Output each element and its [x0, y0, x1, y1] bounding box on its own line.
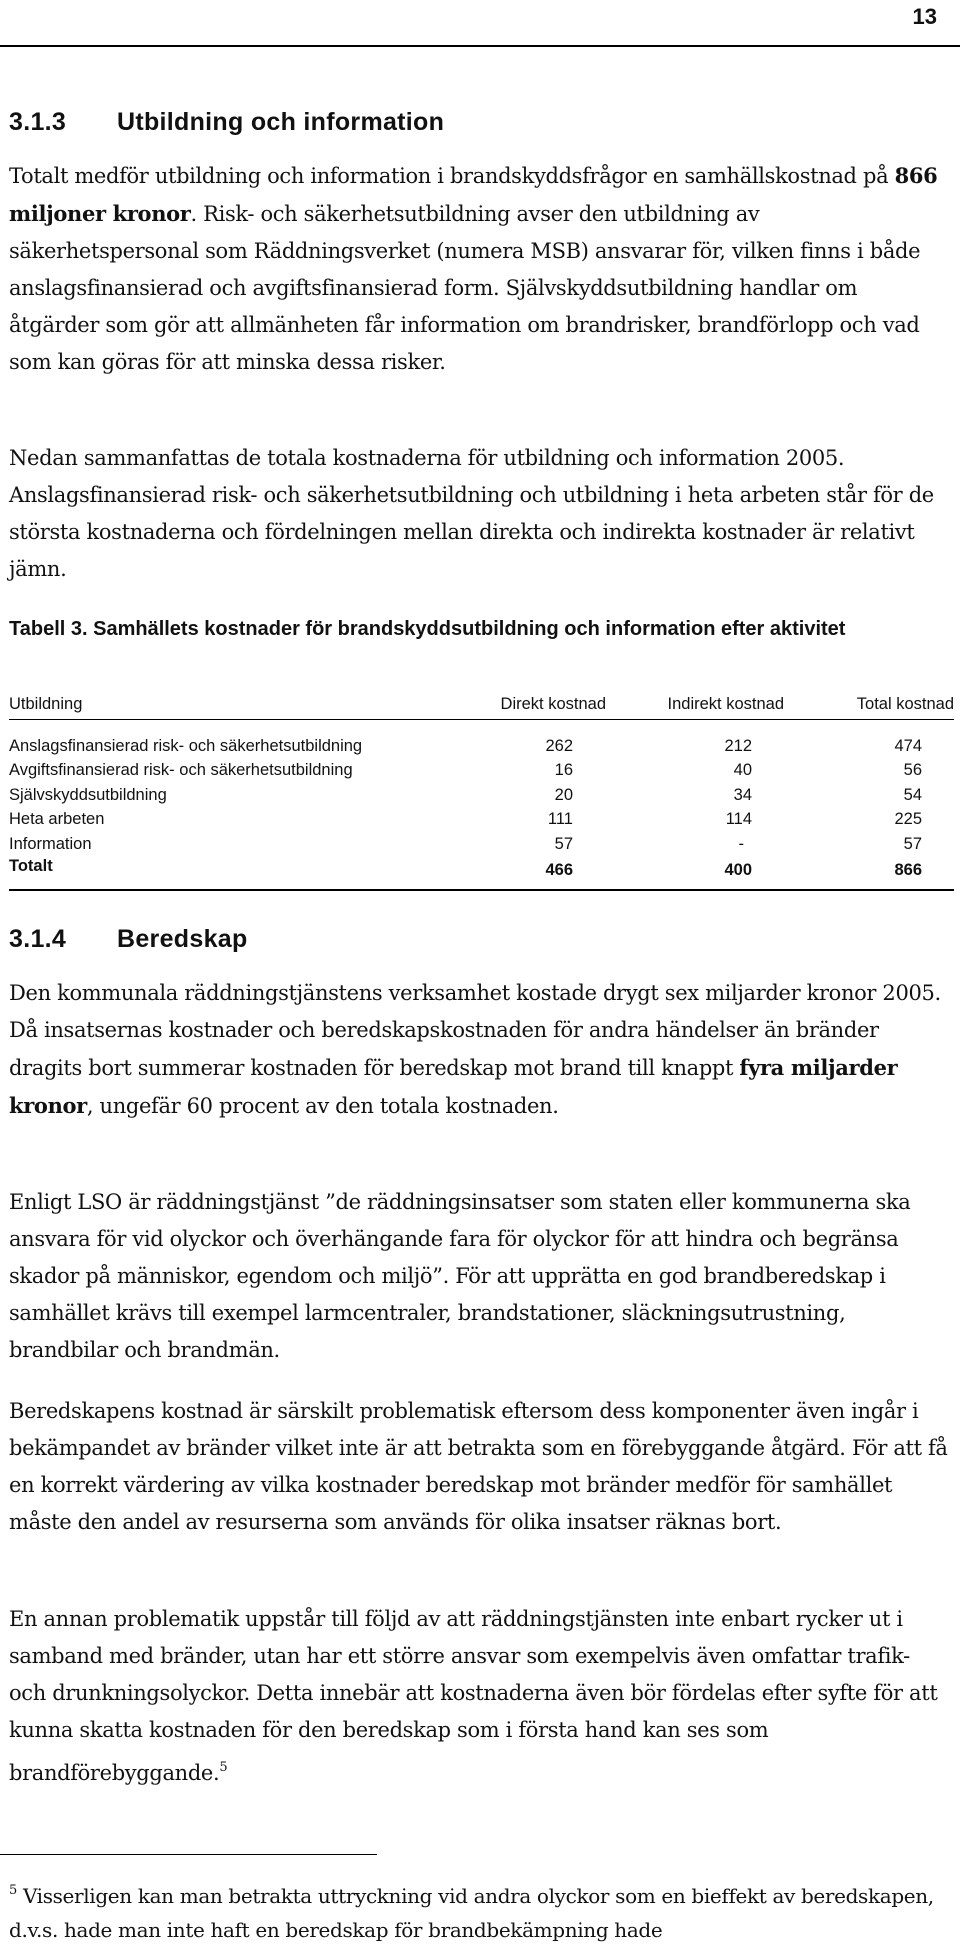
table-row — [9, 783, 954, 808]
table-row — [9, 808, 954, 833]
bold-amount: 866 miljoner kronor — [9, 163, 938, 226]
table-caption — [9, 614, 949, 644]
paragraph-utbildning-2: Nedan sammanfattas de totala kostnaderna för utbildning och information 2005. Anslagsfinansierad risk- och säkerhetsutbildning och utbildning i heta arbeten står för de största kostnaderna och fördelningen mellan direkta och indirekta kostnader är relativt jämn. — [9, 446, 934, 581]
cell-indirekt: 34 — [733, 785, 752, 804]
cell-total-label: Totalt — [9, 856, 53, 875]
text-run: En annan problematik uppstår till följd av att räddningstjänsten inte enbart rycker ut i samband med bränder, utan har ett större ansvar som exempelvis även omfattar trafik- och drunkningsolyckor. Detta innebär att kostnaderna även bör fördelas efter syfte för att kunna skatta kostnaden för den beredskap som i första hand kan ses som brandförebyggande. — [9, 1607, 938, 1785]
section-heading-3-1-4 — [9, 925, 949, 954]
cell-activity: Självskyddsutbildning — [9, 785, 167, 804]
table-total-row — [9, 857, 954, 889]
text-run: . Risk- och säkerhetsutbildning avser den utbildning av säkerhetspersonal som Räddningsverket (numera MSB) ansvarar för, vilken finns i både anslagsfinansierad och avgiftsfinansierad form. Självskyddsutbildning handlar om åtgärder som gör att allmänheten får information om brandrisker, brandförlopp och vad som kan göras för att minska dessa risker. — [9, 202, 921, 374]
cell-total: 54 — [903, 785, 922, 804]
text-run: , ungefär 60 procent av den totala kostnaden. — [86, 1094, 559, 1118]
table-header-row — [9, 688, 954, 720]
paragraph-beredskap-1 — [9, 975, 949, 1125]
caption-text: Samhällets kostnader för brandskyddsutbildning och information efter aktivitet — [93, 618, 846, 640]
cell-total: 56 — [903, 761, 922, 780]
cell-activity: Anslagsfinansierad risk- och säkerhetsutbildning — [9, 736, 363, 755]
paragraph-utbildning-1 — [9, 157, 949, 381]
header-rule — [0, 45, 960, 47]
cell-direkt: 20 — [554, 785, 573, 804]
cell-activity: Heta arbeten — [9, 810, 105, 829]
cell-direkt: 262 — [545, 736, 573, 755]
table-row — [9, 832, 954, 857]
cell-activity: Information — [9, 834, 92, 853]
footnote-separator — [0, 1854, 377, 1855]
section-title: Utbildning och information — [117, 108, 445, 136]
cell-direkt: 111 — [547, 810, 573, 829]
paragraph-beredskap-2: Enligt LSO är räddningstjänst ”de räddningsinsatser som staten eller kommunerna ska ansvara för vid olyckor och överhängande fara för olyckor för att hindra och begränsa skador på människor, egendom och miljö”. För att upprätta en god brandberedskap i samhället krävs till exempel larmcentraler, brandstationer, släckningsutrustning, brandbilar och brandmän. — [9, 1190, 911, 1362]
cell-total-direkt: 466 — [545, 860, 573, 879]
column-header-total: Total kostnad — [784, 688, 954, 720]
caption-label: Tabell 3. — [9, 618, 88, 640]
column-header-indirekt: Indirekt kostnad — [606, 688, 784, 720]
footnote-text: Visserligen kan man betrakta uttryckning vid andra olyckor som en bieffekt av beredskapen, d.v.s. hade man inte haft en beredskap för brandbekämpning hade — [9, 1884, 934, 1942]
cell-direkt: 57 — [554, 834, 573, 853]
cell-direkt: 16 — [554, 761, 573, 780]
footnote-reference[interactable]: 5 — [219, 1760, 228, 1775]
text-run: Den kommunala räddningstjänstens verksamhet kostade drygt sex miljarder kronor 2005. Då insatsernas kostnader och beredskapskostnaden för andra händelser än bränder dragits bort summerar kostnaden för beredskap mot brand till knappt — [9, 981, 941, 1080]
cell-total-total: 866 — [894, 860, 922, 879]
cell-total: 225 — [894, 810, 922, 829]
cell-indirekt: 114 — [725, 810, 752, 829]
cost-table — [9, 688, 954, 891]
cell-total-indirekt: 400 — [724, 860, 752, 879]
section-number: 3.1.4 — [9, 925, 67, 953]
table-row — [9, 759, 954, 784]
bold-amount: fyra miljarder kronor — [9, 1055, 898, 1118]
cell-total: 474 — [894, 736, 922, 755]
cell-indirekt: 212 — [724, 736, 752, 755]
cell-indirekt: 40 — [733, 761, 752, 780]
cell-indirekt: - — [738, 834, 744, 853]
section-number: 3.1.3 — [9, 108, 67, 136]
table-row — [9, 734, 954, 759]
cell-total: 57 — [903, 834, 922, 853]
text-run: Totalt medför utbildning och information i brandskyddsfrågor en samhällskostnad på — [9, 164, 895, 188]
table-bottom-rule — [9, 889, 954, 890]
paragraph-beredskap-4 — [9, 1601, 949, 1792]
footnote — [9, 1874, 949, 1947]
column-header-utbildning: Utbildning — [9, 688, 456, 720]
column-header-direkt: Direkt kostnad — [456, 688, 606, 720]
cell-activity: Avgiftsfinansierad risk- och säkerhetsutbildning — [9, 761, 353, 780]
paragraph-beredskap-3: Beredskapens kostnad är särskilt problematisk eftersom dess komponenter även ingår i bekämpandet av bränder vilket inte är att betrakta som en förebyggande åtgärd. För att få en korrekt värdering av vilka kostnader beredskap mot bränder medför för samhället måste den andel av resurserna som används för olika insatser räknas bort. — [9, 1399, 948, 1534]
footnote-marker: 5 — [9, 1883, 17, 1898]
section-heading-3-1-3 — [9, 108, 949, 137]
page-number: 13 — [912, 4, 937, 29]
section-title: Beredskap — [117, 925, 248, 953]
